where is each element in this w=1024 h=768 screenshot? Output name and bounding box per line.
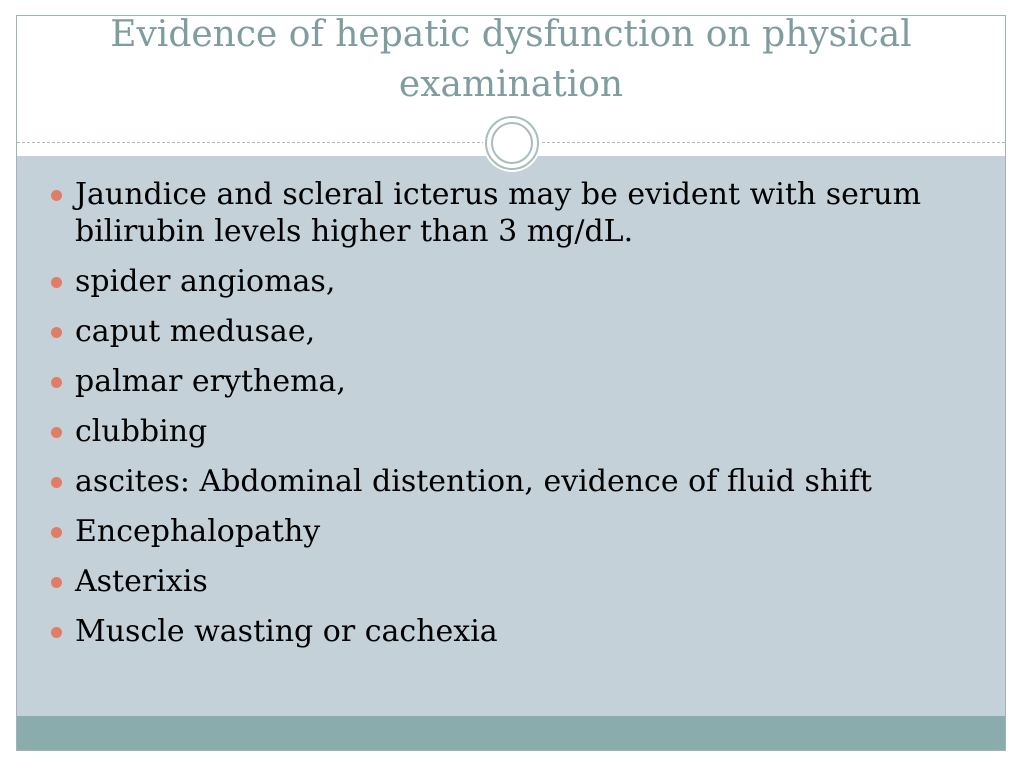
bullet-text: Muscle wasting or cachexia: [75, 614, 498, 649]
bullet-text: clubbing: [75, 414, 208, 449]
bullet-text: ascites: Abdominal distention, evidence of fluid shift: [75, 464, 872, 499]
round-dot-bullet-icon: [51, 577, 62, 588]
bullet-text: Encephalopathy: [75, 514, 321, 549]
bullet-text: Jaundice and scleral icterus may be evident with serum bilirubin levels higher than 3 mg/dL.: [75, 177, 922, 249]
bullet-item: [17, 313, 1005, 350]
round-dot-bullet-icon: [51, 190, 62, 201]
round-dot-bullet-icon: [51, 427, 62, 438]
bullet-item: [17, 463, 1005, 500]
round-dot-bullet-icon: [51, 377, 62, 388]
bullet-item: [17, 563, 1005, 600]
bullet-text: caput medusae,: [75, 314, 316, 349]
round-dot-bullet-icon: [51, 277, 62, 288]
bullet-item: [17, 413, 1005, 450]
round-dot-bullet-icon: [51, 527, 62, 538]
slide-title: Evidence of hepatic dysfunction on physical examination: [110, 15, 912, 105]
bullet-item: [17, 513, 1005, 550]
bullet-item: [17, 613, 1005, 650]
slide: [16, 15, 1006, 751]
footer-bar: [17, 716, 1005, 751]
round-dot-bullet-icon: [51, 327, 62, 338]
double-ring-circle-icon: [483, 114, 541, 172]
bullet-text: palmar erythema,: [75, 364, 346, 399]
bullet-item: [17, 263, 1005, 300]
bullet-item: [17, 363, 1005, 400]
round-dot-bullet-icon: [51, 627, 62, 638]
round-dot-bullet-icon: [51, 477, 62, 488]
bullet-text: spider angiomas,: [75, 264, 336, 299]
bullet-list: [17, 176, 1005, 663]
bullet-text: Asterixis: [75, 564, 208, 599]
bullet-item: [17, 176, 1005, 250]
